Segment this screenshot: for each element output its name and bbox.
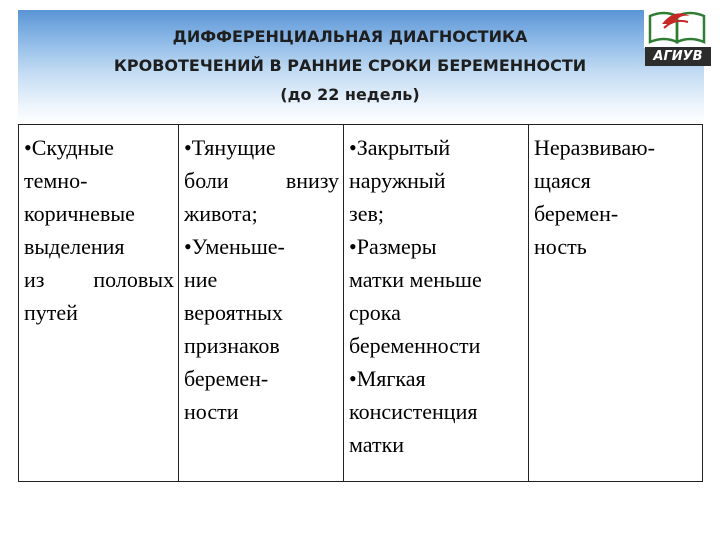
table-row [19,125,703,482]
title-line-2: КРОВОТЕЧЕНИЙ В РАННИЕ СРОКИ БЕРЕМЕННОСТИ [113,56,587,75]
cell-line: беременности [349,333,481,358]
cell-discharge [19,125,179,482]
cell-line: выделения [24,234,125,259]
cell-line: живота; [184,201,258,226]
cell-line: •Закрытый [349,135,451,160]
cell-line: зев; [349,201,384,226]
title-line-1: ДИФФЕРЕНЦИАЛЬНАЯ ДИАГНОСТИКА [172,27,528,46]
cell-exam-findings [344,125,529,482]
cell-line: Неразвиваю- [534,135,655,160]
cell-line: •Уменьше- [184,234,285,259]
cell-line: •Скудные [24,135,114,160]
cell-line: коричневые [24,201,135,226]
slide-title [40,22,660,109]
cell-line: срока [349,300,401,325]
cell-line: наружный [349,168,446,193]
cell-line: боли внизу [184,168,339,193]
cell-line: вероятных [184,300,283,325]
cell-symptoms [179,125,344,482]
title-line-3: (до 22 недель) [280,85,420,104]
cell-line: признаков [184,333,280,358]
cell-diagnosis [529,125,703,482]
cell-line: •Размеры [349,234,437,259]
cell-line: •Мягкая [349,366,426,391]
cell-line: путей [24,300,78,325]
cell-line: ние [184,267,218,292]
cell-line: темно- [24,168,88,193]
cell-line: ность [534,234,587,259]
cell-line: матки [349,432,405,457]
cell-line: беремен- [184,366,269,391]
cell-line: беремен- [534,201,619,226]
cell-line: консистенция [349,399,478,424]
diagnosis-table [18,124,703,482]
cell-line: матки меньше [349,267,482,292]
cell-line: ности [184,399,239,424]
cell-line: щаяся [534,168,591,193]
logo-label: АГИУВ [645,47,711,66]
cell-line: из половых [24,267,174,292]
cell-line: •Тянущие [184,135,276,160]
